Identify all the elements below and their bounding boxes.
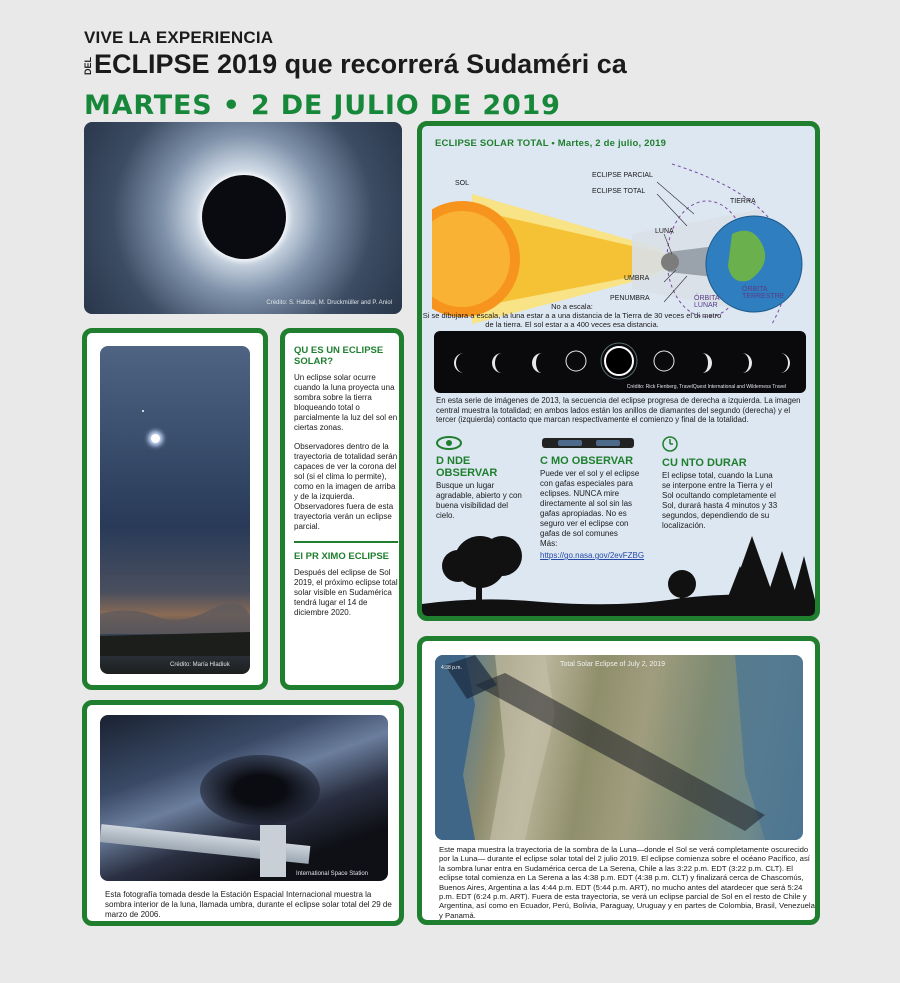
label-luna: LUNA — [655, 228, 674, 235]
header-kicker: VIVE LA EXPERIENCIA — [84, 28, 274, 47]
map-title: Total Solar Eclipse of July 2, 2019 — [560, 661, 666, 668]
eye-icon — [436, 436, 462, 450]
donde-heading: D NDE OBSERVAR — [436, 455, 498, 479]
header-title: ECLIPSE 2019 que recorrerá Sudaméri ca — [94, 49, 627, 79]
nasa-link[interactable]: https://go.nasa.gov/2evFZBG — [540, 551, 645, 560]
star — [142, 410, 144, 412]
que-es-panel — [280, 328, 404, 690]
scale-note — [422, 302, 722, 329]
label-orbita-terrestre: ÓRBITA TERRESTRE — [742, 286, 785, 300]
header-title-row — [84, 50, 844, 78]
map-caption: Este mapa muestra la trayectoria de la sombra de la Luna—donde el Sol se verá completamente oscurecido por la Luna— durante el eclipse solar total del 2 julio 2019. El eclipse comienza sobre el océano Pacífico, así la sombra lunar entra en Sudamérica cerca de La Serena, Chile a las 3:22 p.m. EDT (3:22 p.m. CLT). El eclipse total comienza en La Serena a las 4:38 p.m. EDT (4:38 p.m. CLT) y finalizará cerca de Chascomús, Buenos Aires, Argentina a las 4:44 p.m. EDT (5:44 p.m. ART), no mucho antes del atardecer que será 5:24 p.m. EDT (6:24 p.m. ART). Fuera de esta trayectoria, se verá un eclipse parcial de Sol en el resto de Chile y Argentina, así como en Ecuador, Perú, Bolivia, Paraguay, Uruguay y en partes de Colombia, Brasil, Venezuela y Panamá. — [439, 845, 815, 920]
station-module — [260, 825, 286, 877]
night-credit: Crédito: María Hladiuk — [170, 662, 230, 668]
label-umbra: UMBRA — [624, 275, 650, 282]
glasses-icon — [540, 436, 640, 450]
map-panel — [417, 636, 820, 925]
scale-body: Si se dibujara a escala, la luna estar a a una distancia de la Tierra de 30 veces el di metro de la tierra. El sol estar a a 400 veces esa distancia. — [422, 311, 722, 329]
eclipse-path-map — [435, 655, 803, 840]
scale-title: No a escala: — [551, 302, 593, 311]
cuanto-body: El eclipse total, cuando la Luna se interpone entre la Tierra y el Sol ocultando completamente el Sol, durará hasta 4 minutos y 33 segundos, dependiendo de su localización. — [662, 471, 778, 530]
map-corner-label: 4:38 p.m. — [441, 665, 462, 671]
header-date: MARTES • 2 DE JULIO DE 2019 — [84, 90, 561, 121]
eclipse-total-heading: ECLIPSE SOLAR TOTAL • Martes, 2 de julio, 2019 — [435, 138, 667, 149]
label-eclipse-parcial: ECLIPSE PARCIAL — [592, 172, 653, 179]
como-body: Puede ver el sol y el eclipse con gafas especiales para eclipses. NUNCA mire directamente al sol sin las gafas apropiadas. No es seguro ver el eclipse con gafas de sol comunes — [540, 469, 640, 538]
label-tierra: TIERRA — [730, 198, 756, 205]
header-del: DEL — [83, 57, 93, 75]
proximo-heading: El PR XIMO ECLIPSE — [294, 551, 390, 562]
eclipse-total-panel — [417, 121, 820, 621]
iss-photo — [100, 715, 388, 881]
horizon-clouds — [100, 586, 250, 656]
map-terrain — [435, 655, 803, 840]
corona-photo — [84, 122, 402, 314]
umbra-shadow — [200, 755, 320, 825]
iss-panel — [82, 700, 404, 926]
que-es-p1: Un eclipse solar ocurre cuando la luna proyecta una sombra sobre la tierra bloqueando total o parcialmente la luz del sol en ciertas zonas. — [294, 373, 398, 432]
strip-credit: Crédito: Rick Fienberg, TravelQuest International and Wilderness Travel — [626, 384, 786, 390]
eclipsed-sun-small — [151, 434, 160, 443]
series-text: En esta serie de imágenes de 2013, la secuencia del eclipse progresa de derecha a izquierda. La imagen central muestra la totalidad; en ambos lados están los anillos de diamantes del segundo (derecha) y el tercer (izquierda) contacto que marcan respectivamente el comienzo y final de la totalidad. — [436, 396, 801, 425]
tree-silhouette — [422, 526, 815, 616]
label-sol: SOL — [455, 180, 470, 187]
night-sky-panel — [82, 328, 268, 690]
divider — [294, 541, 398, 543]
que-es-p2: Observadores dentro de la trayectoria de totalidad serán capaces de ver la corona del sol (si el clima lo permite), como en la imagen de arriba y de la izquierda. Observadores fuera de esta trayectoria verán un eclipse parcial. — [294, 442, 398, 531]
night-sky-photo — [100, 346, 250, 674]
que-es-content — [294, 345, 398, 618]
proximo-body: Después del eclipse de Sol 2019, el próximo eclipse total solar visible en Sudamérica tendrá lugar el 14 de diciembre 2020. — [294, 568, 398, 617]
iss-caption: Esta fotografía tomada desde la Estación Espacial Internacional muestra la sombra interior de la luna, llamada umbra, durante el eclipse solar total del 29 de marzo de 2006. — [105, 890, 392, 919]
label-eclipse-total: ECLIPSE TOTAL — [592, 188, 646, 195]
label-orbita-lunar: ÓRBITA LUNAR — [694, 295, 720, 309]
donde-column — [436, 436, 526, 521]
clock-icon — [662, 436, 678, 452]
eclipse-sequence-strip — [434, 331, 806, 393]
iss-credit: International Space Station — [295, 871, 368, 877]
como-mas: Más: — [540, 539, 558, 548]
moon-icon — [661, 253, 679, 271]
donde-body: Busque un lugar agradable, abierto y con buena visibilidad del cielo. — [436, 481, 522, 520]
corona-credit: Crédito: S. Habbal, M. Druckmüller and P. Aniol — [266, 300, 392, 306]
que-es-heading: QU ES UN ECLIPSE SOLAR? — [294, 345, 384, 367]
header — [84, 28, 844, 121]
cuanto-column — [662, 436, 808, 531]
eclipsed-sun — [202, 175, 286, 259]
cuanto-heading: CU NTO DURAR — [662, 457, 747, 469]
label-penumbra: PENUMBRA — [610, 295, 650, 302]
como-heading: C MO OBSERVAR — [540, 455, 634, 467]
